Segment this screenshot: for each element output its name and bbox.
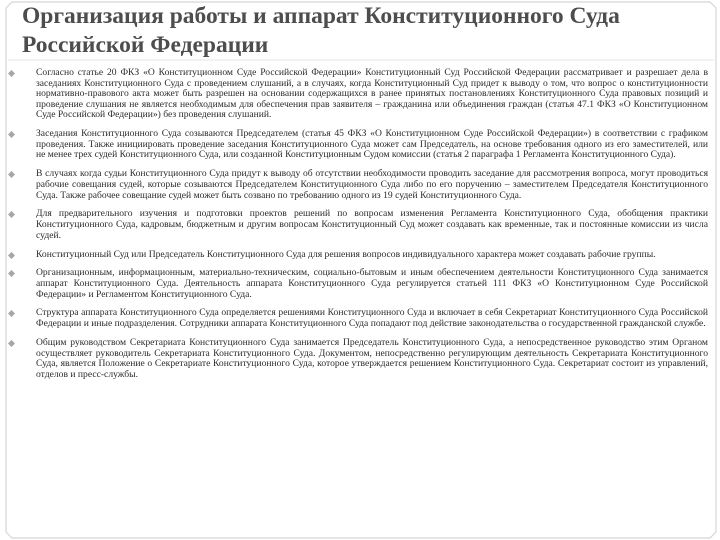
slide-title-line-1: Организация работы и аппарат Конституционного Суда — [22, 3, 620, 29]
bullet-text: Организационным, информационным, материально-техническим, социально-бытовым и иным обеспечением деятельности Конституционного Суда занимается аппарат Конституционного Суда. Деятельность аппарата Конституционного Суда регулируется статьей 111 ФКЗ «О Конституционном Суде Российской Федерации» и Регламентом Конституционного Суда. — [36, 267, 708, 300]
bullet-item — [8, 68, 708, 121]
bullet-text: В случаях когда судьи Конституционного Суда придут к выводу об отсутствии необходимости проводить заседание для рассмотрения вопроса, могут проводиться рабочие совещания судей, которые созываются Председателем Конституционного Суда либо по его поручению – заместителем Председателя Конституционного Суда. Также рабочее совещание судей может быть созвано по требованию одного из 19 судей Конституционного Суда. — [36, 168, 708, 201]
slide-title-line-2: Российской Федерации — [22, 32, 269, 58]
bullet-item — [8, 209, 708, 241]
bullet-item — [8, 250, 708, 261]
slide-title — [22, 2, 702, 60]
bullet-text: Для предварительного изучения и подготовки проектов решений по вопросам изменения Регламента Конституционного Суда, обобщения практики Конституционного Суда, кадровым, бюджетным и другим вопросам Конституционный Суд может создавать как временные, так и постоянные комиссии из числа судей. — [36, 208, 708, 241]
bullet-item — [8, 129, 708, 161]
bullet-diamond-icon — [8, 340, 15, 347]
bullet-item — [8, 338, 708, 380]
bullet-list — [8, 68, 708, 389]
bullet-diamond-icon — [8, 211, 15, 218]
bullet-text: Заседания Конституционного Суда созываются Председателем (статья 45 ФКЗ «О Конституционном Суде Российской Федерации») в соответствии с графиком проведения. Также инициировать проведение заседания Конституционного Суда может сам Председатель, на основе требования одного из его заместителей, или не менее трех судей Конституционного Суда, или созданной Конституционным Судом комиссии (статья 2 параграфа 1 Регламента Конституционного Суда). — [36, 128, 708, 161]
bullet-text: Структура аппарата Конституционного Суда определяется решениями Конституционного Суда и включает в себя Секретариат Конституционного Суда Российской Федерации и иные подразделения. Сотрудники аппарата Конституционного Суда попадают под действие законодательства о государственной гражданской службе. — [36, 307, 708, 330]
bullet-text: Общим руководством Секретариата Конституционного Суда занимается Председатель Конституционного Суда, а непосредственное руководство этим Органом осуществляет руководитель Секретариата Конституционного Суда. Документом, непосредственно регулирующим деятельность Секретариата Конституционного Суда, является Положение о Секретариате Конституционного Суда, которое утверждается решением Конституционного Суда. Секретариат состоит из управлений, отделов и пресс-службы. — [36, 336, 708, 380]
bullet-text: Конституционный Суд или Председатель Конституционного Суда для решения вопросов индивидуального характера может создавать рабочие группы. — [36, 248, 656, 260]
bullet-item — [8, 308, 708, 329]
bullet-diamond-icon — [8, 131, 15, 138]
bullet-item — [8, 268, 708, 300]
bullet-item — [8, 169, 708, 201]
bullet-diamond-icon — [8, 171, 15, 178]
bullet-diamond-icon — [8, 270, 15, 277]
bullet-diamond-icon — [8, 70, 15, 77]
bullet-diamond-icon — [8, 310, 15, 317]
bullet-text: Согласно статье 20 ФКЗ «О Конституционном Суде Российской Федерации» Конституционный Суд Российской Федерации рассматривает и разрешает дела в заседаниях Конституционного Суда с проведением слушаний, а в случаях, когда Конституционный Суд придет к выводу о том, что вопрос о конституционности нормативно-правового акта может быть разрешен на основании содержащихся в ранее принятых постановлениях Конституционного Суда правовых позиций и проведение слушания не является необходимым для обеспечения прав заявителя – гражданина или объединения граждан (статья 47.1 ФКЗ «О Конституционном Суде Российской Федерации») без проведения слушаний. — [36, 67, 708, 121]
bullet-diamond-icon — [8, 252, 15, 259]
